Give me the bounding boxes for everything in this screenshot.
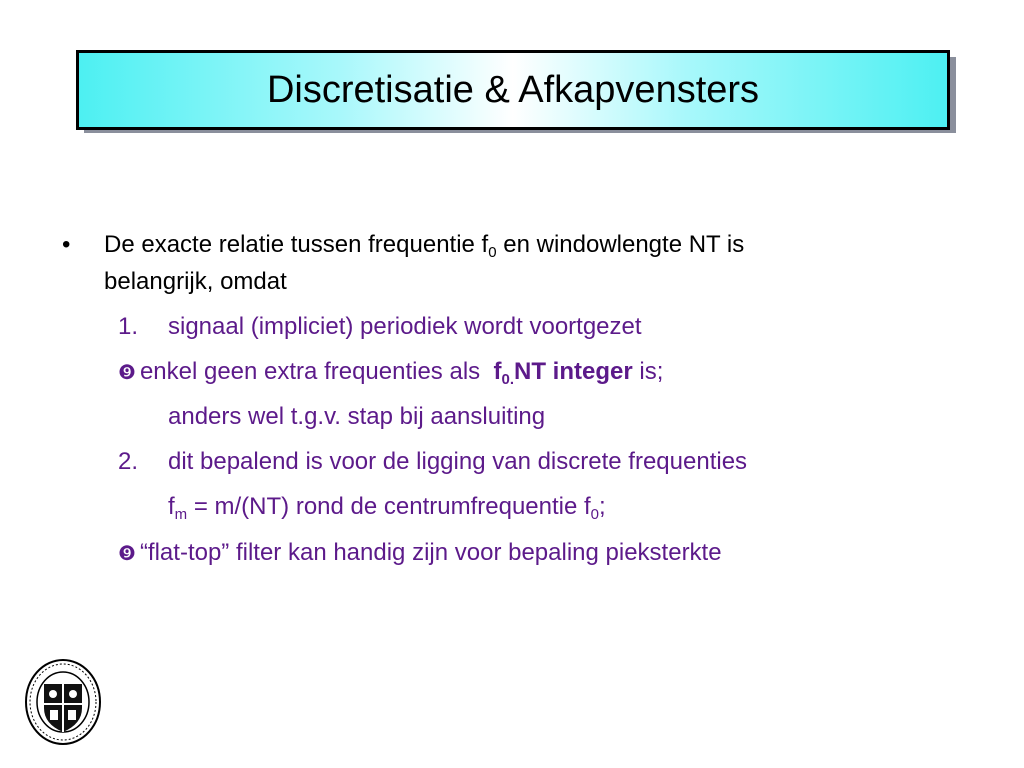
note2-text: “flat-top” filter kan handig zijn voor bepaling pieksterkte	[139, 539, 722, 566]
slide-title: Discretisatie & Afkapvensters	[266, 68, 760, 111]
bullet-text-line-1	[104, 230, 744, 268]
note1-line	[118, 357, 663, 395]
item2-cont-sub2: 0	[590, 506, 600, 523]
item2-text: dit bepalend is voor de ligging van discrete frequenties	[168, 448, 748, 475]
item2-cont-end: ;	[599, 493, 606, 520]
note1-pre: enkel geen extra frequenties als	[139, 358, 487, 385]
note1-bold-sub: 0.	[501, 371, 515, 388]
note1-bold-rest: NT integer	[514, 358, 633, 385]
bullet-line-1	[62, 230, 70, 260]
note1-bold-f: f	[493, 358, 502, 385]
bullet-icon: •	[62, 231, 71, 258]
item2-cont-sub: m	[174, 506, 188, 523]
item2-cont-mid: = m/(NT) rond de centrumfrequentie f	[187, 493, 591, 520]
item1-number: 1.	[118, 313, 139, 340]
item1-text: signaal (impliciet) periodiek wordt voortgezet	[168, 313, 642, 340]
bullet-text-line-2: belangrijk, omdat	[104, 268, 287, 295]
note2-marker-icon: ❾	[118, 543, 136, 565]
item2-continuation	[168, 492, 606, 530]
note2-line	[118, 538, 722, 569]
title-box	[76, 50, 950, 130]
note1-continuation: anders wel t.g.v. stap bij aansluiting	[168, 403, 546, 430]
line1-sub: 0	[488, 244, 497, 261]
note1-marker-icon: ❾	[118, 362, 136, 384]
line1-post: en windowlengte NT is	[496, 231, 745, 258]
line1-pre: De exacte relatie tussen frequentie f	[104, 231, 489, 258]
item2-number: 2.	[118, 448, 139, 475]
note1-post: is;	[632, 358, 664, 385]
university-seal-icon	[24, 658, 102, 746]
item2-cont-f: f	[168, 493, 175, 520]
